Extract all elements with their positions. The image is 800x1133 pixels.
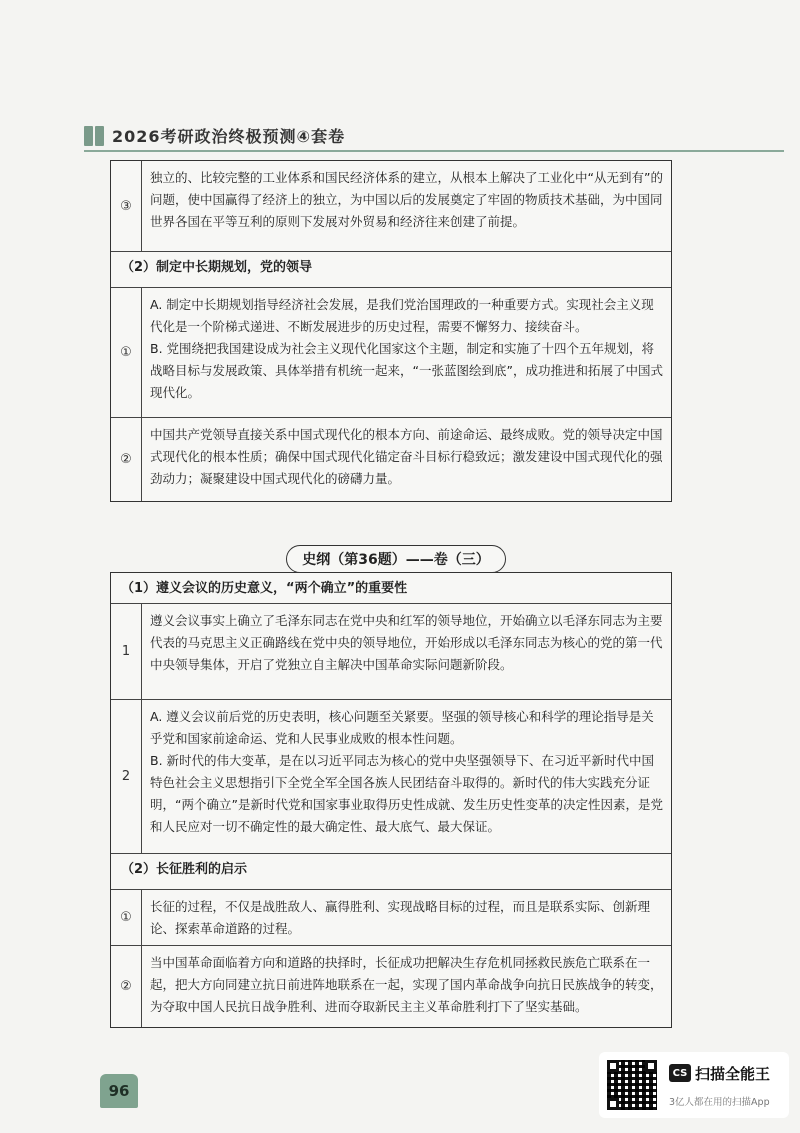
- list-item: B. 党围绕把我国建设成为社会主义现代化国家这个主题，制定和实施了十四个五年规划，将战略目标与发展政策、具体举措有机统一起来，“一张蓝图绘到底”，成功推进和拓展了中国式现代化。: [150, 341, 663, 400]
- row-text: 独立的、比较完整的工业体系和国民经济体系的建立，从根本上解决了工业化中“从无到有”的问题，使中国赢得了经济上的独立，为中国以后的发展奠定了牢固的物质技术基础，为中国同世界各国在平等互利的原则下发展对外贸易和经济往来创建了前提。: [150, 170, 663, 229]
- row-number: 2: [111, 700, 142, 853]
- row-number: ①: [111, 890, 142, 945]
- answer-table-2: [110, 572, 672, 1028]
- row-number: ②: [111, 418, 142, 501]
- watermark-brand: 扫描全能王: [695, 1065, 771, 1083]
- table-row: [111, 603, 671, 699]
- book-icon: [84, 126, 106, 146]
- table-row: [111, 889, 671, 945]
- table-row: [111, 417, 671, 501]
- row-number: ③: [111, 161, 142, 251]
- section-heading-row: [111, 573, 671, 603]
- header-title: 2026考研政治终极预测④套卷: [112, 127, 346, 146]
- table-row: [111, 161, 671, 251]
- watermark-tagline: 3亿人都在用的扫描App: [669, 1097, 770, 1108]
- section-heading: （2）制定中长期规划，党的领导: [121, 260, 313, 275]
- row-text: 遵义会议事实上确立了毛泽东同志在党中央和红军的领导地位，开始确立以毛泽东同志为主要代表的马克思主义正确路线在党中央的领导地位，开始形成以毛泽东同志为核心的党的第一代中央领导集体，开启了党独立自主解决中国革命实际问题新阶段。: [150, 613, 663, 672]
- row-number: ②: [111, 946, 142, 1027]
- list-item: A. 制定中长期规划指导经济社会发展，是我们党治国理政的一种重要方式。实现社会主义现代化是一个阶梯式递进、不断发展进步的历史过程，需要不懈努力、接续奋斗。: [150, 297, 654, 334]
- scanner-watermark: [599, 1052, 789, 1118]
- list-item: B. 新时代的伟大变革，是在以习近平同志为核心的党中央坚强领导下、在习近平新时代中国特色社会主义思想指引下全党全军全国各族人民团结奋斗取得的。新时代的伟大实践充分证明，“两个确立”是新时代党和国家事业取得历史性成就、发生历史性变革的决定性因素，是党和人民应对一切不确定性的最大确定性、最大底气、最大保证。: [150, 753, 663, 834]
- section-heading-row: [111, 853, 671, 889]
- page-header: [84, 122, 784, 152]
- row-number: ①: [111, 288, 142, 417]
- table-row: [111, 945, 671, 1027]
- section-heading-row: [111, 251, 671, 287]
- answer-table-1: [110, 160, 672, 502]
- section-heading: （2）长征胜利的启示: [121, 862, 248, 877]
- table-row: [111, 699, 671, 853]
- section-banner: 史纲（第36题）——卷（三）: [286, 545, 506, 573]
- row-text: 长征的过程，不仅是战胜敌人、赢得胜利、实现战略目标的过程，而且是联系实际、创新理论、探索革命道路的过程。: [150, 899, 651, 936]
- section-heading: （1）遵义会议的历史意义，“两个确立”的重要性: [121, 581, 408, 596]
- list-item: A. 遵义会议前后党的历史表明，核心问题至关紧要。坚强的领导核心和科学的理论指导是关乎党和国家前途命运、党和人民事业成败的根本性问题。: [150, 709, 654, 746]
- cs-logo-icon: CS: [669, 1064, 691, 1082]
- header-divider: [84, 150, 784, 152]
- row-text: 中国共产党领导直接关系中国式现代化的根本方向、前途命运、最终成败。党的领导决定中国式现代化的根本性质；确保中国式现代化锚定奋斗目标行稳致远；激发建设中国式现代化的强劲动力；凝聚建设中国式现代化的磅礴力量。: [150, 427, 663, 486]
- row-text: 当中国革命面临着方向和道路的抉择时，长征成功把解决生存危机同拯救民族危亡联系在一起，把大方向同建立抗日前进阵地联系在一起，实现了国内革命战争向抗日民族战争的转变，为夺取中国人民抗日战争胜利、进而夺取新民主主义革命胜利打下了坚实基础。: [150, 955, 663, 1014]
- row-text: [142, 700, 671, 853]
- page-number: 96: [100, 1074, 138, 1108]
- row-number: 1: [111, 604, 142, 699]
- row-text: [142, 288, 671, 417]
- table-row: [111, 287, 671, 417]
